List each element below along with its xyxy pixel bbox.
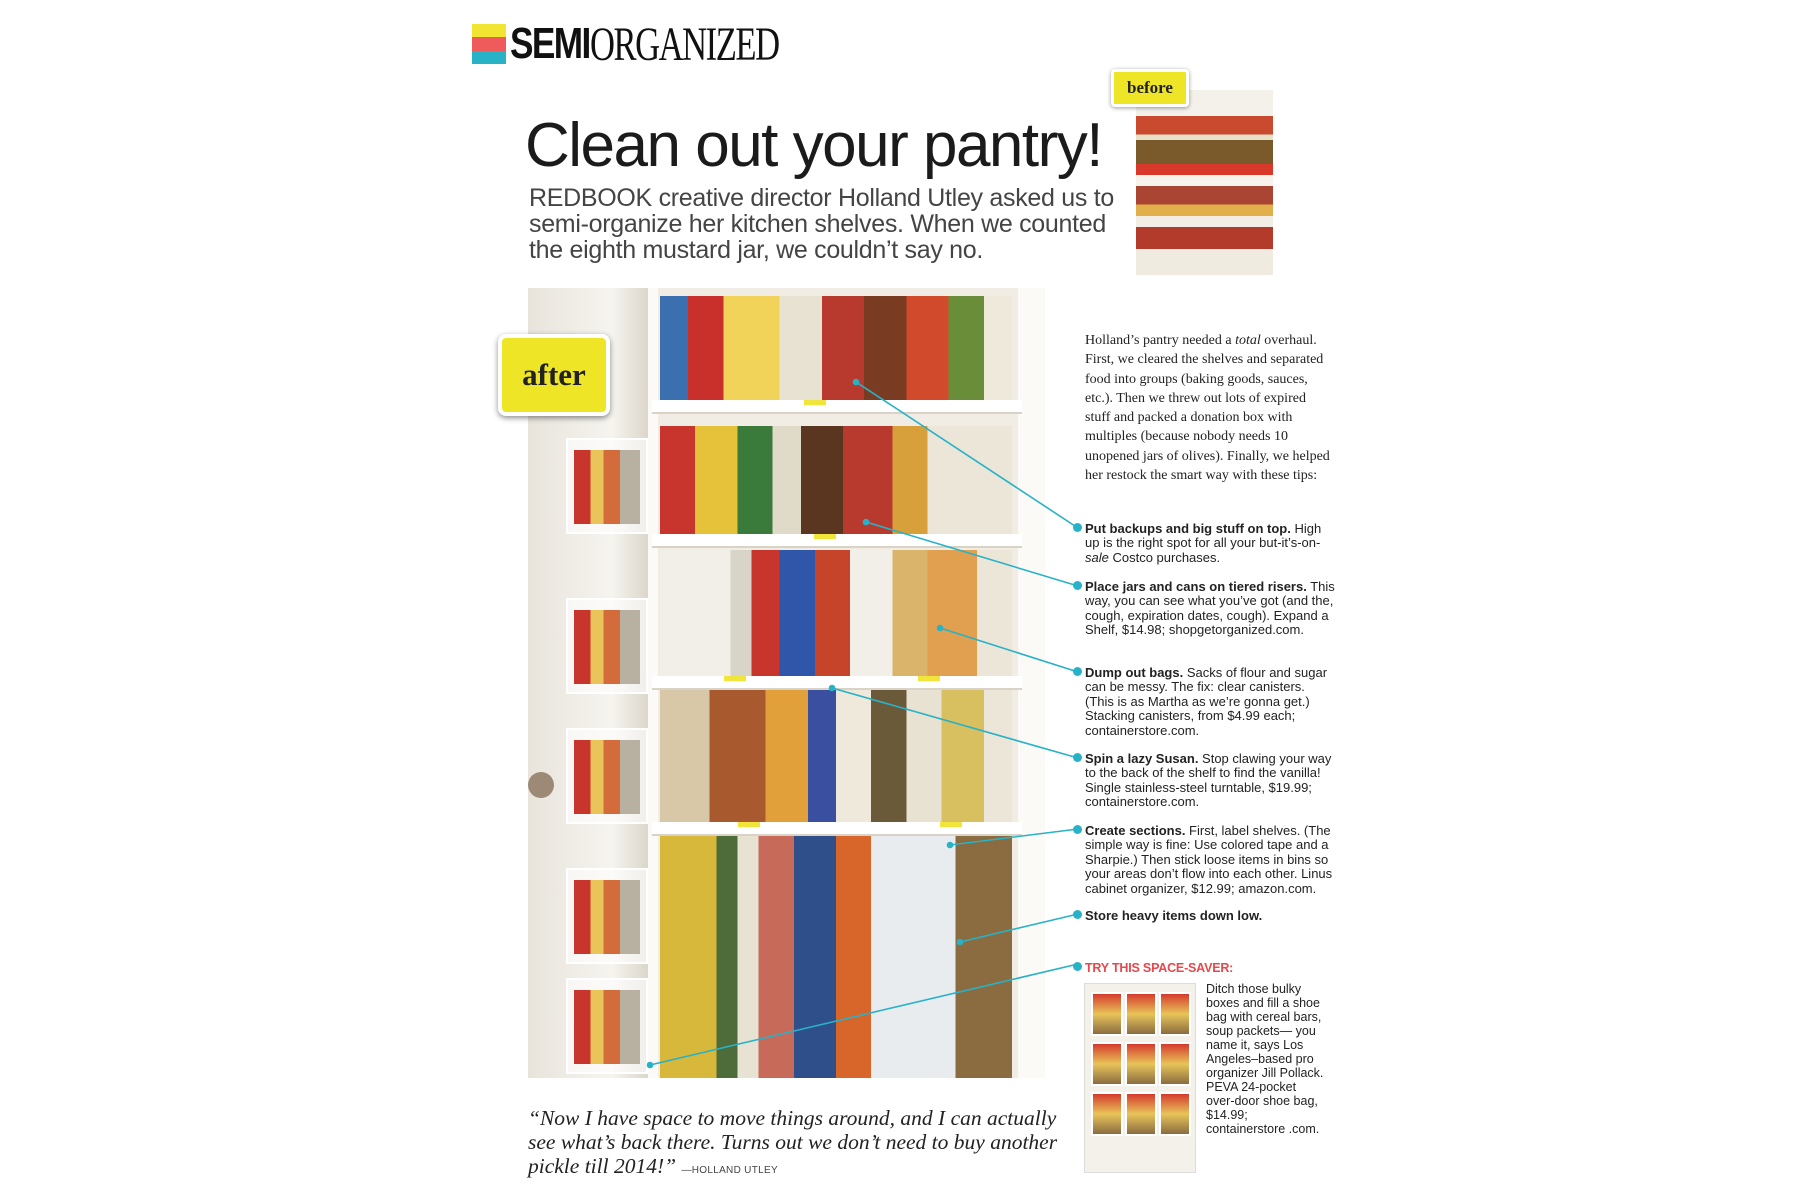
magazine-section-logo [472,17,852,71]
article-headline: Clean out your pantry! [525,111,1103,180]
intro-paragraph [1085,331,1330,485]
door-pocket [566,598,648,694]
tip-body: First, label shelves. (The simple way is fine: Use colored tape and a Sharpie.) Then stick loose items in bins so your areas don’t flow into each other. Linus cabinet organizer, $12.99; amazon.com. [1085,823,1333,896]
shoe-bag-pocket [1125,992,1157,1036]
tip-bullet-icon [1073,667,1082,676]
shelf-label-tape [804,400,826,405]
pantry-shelf [652,822,1022,836]
tip-title: Store heavy items down low. [1085,908,1263,923]
tip-body: Stop clawing your way to the back of the shelf to find the vanilla! Single stainless-steel turntable, $19.99; containerstore.com. [1085,751,1332,810]
door-pocket [566,728,648,824]
pantry-shelf [652,400,1022,414]
tip-body: This way, you can see what you’ve got (and the, cough, expiration dates, cough). Expand a Shelf, $14.98; shopgetorganized.com. [1085,579,1335,638]
tip-title: Place jars and cans on tiered risers. [1085,579,1307,594]
before-tag: before [1111,69,1189,107]
tip-bullet-icon [1073,962,1082,971]
shoe-bag-pocket [1091,1092,1123,1136]
intro-lead: Holland’s pantry needed a [1085,333,1236,348]
shoe-bag-pocket [1159,1042,1191,1086]
shelf-label-tape [738,822,760,827]
space-saver-text: Ditch those bulky boxes and fill a shoe bag with cereal bars, soup packets— you name it, says Los Angeles–based pro organizer Jill Pollack. PEVA 24-pocket over-door shoe bag, $14.99; containerstore .com. [1206,982,1324,1136]
pantry-shelf [652,534,1022,548]
door-pocket [566,438,648,534]
door-pocket [566,868,648,964]
tip-tiered-risers [1085,580,1335,638]
shoe-bag-pocket [1159,1092,1191,1136]
shelf-label-tape [814,534,836,539]
intro-rest: overhaul. First, we cleared the shelves and separated food into groups (baking goods, sauces, etc.). Then we threw out lots of expired stuff and packed a donation box with multiples (because nobody needs 10 unopened jars of olives). Finally, we helped her restock the smart way with these tips: [1085,333,1330,484]
pull-quote-attribution: —HOLLAND UTLEY [681,1165,778,1176]
shoe-bag-pocket [1125,1092,1157,1136]
tip-bullet-icon [1073,581,1082,590]
tip-bullet-icon [1073,825,1082,834]
shoe-bag-pocket [1159,992,1191,1036]
shelf-label-tape [724,676,746,681]
before-photo [1136,90,1273,275]
second-shelf-goods [660,426,1012,534]
tip-body: High up is the right spot for all your but-it’s-on- [1085,521,1322,551]
logo-text-semi: SEMI [510,19,590,68]
after-tag: after [498,334,610,416]
shoe-bag-photo [1084,983,1196,1173]
shoe-bag-pocket [1091,992,1123,1036]
article-dek: REDBOOK creative director Holland Utley asked us to semi-organize her kitchen shelves. When we counted the eighth mustard jar, we couldn’t say no. [529,184,1114,264]
shoe-bag-pocket [1091,1042,1123,1086]
tip-title: Spin a lazy Susan. [1085,751,1199,766]
tip-title: Create sections. [1085,823,1186,838]
top-shelf-goods [660,296,1012,401]
door-pocket [566,978,648,1074]
tip-body: Sacks of flour and sugar can be messy. The fix: clear canisters. (This is as Martha as we’re gonna get.) Stacking canisters, from $4.99 each; containerstore.com. [1085,665,1328,738]
tip-bullet-icon [1073,910,1082,919]
fourth-shelf-goods [660,690,1012,822]
tip-title: Dump out bags. [1085,665,1184,680]
shelf-label-tape [940,822,962,827]
tip-bullet-icon [1073,753,1082,762]
tip-body-emphasis: sale [1085,549,1109,565]
intro-emphasis: total [1235,333,1261,348]
tip-lazy-susan [1085,752,1335,810]
pantry-shelf [652,676,1022,690]
tip-dump-bags [1085,666,1335,738]
logo-text-organized: ORGANIZED [589,17,779,71]
tip-create-sections [1085,824,1335,896]
logo-color-block-icon [472,24,506,64]
tip-backups-top [1085,522,1335,565]
shelf-label-tape [918,676,940,681]
space-saver-heading: TRY THIS SPACE-SAVER: [1085,961,1234,975]
tip-heavy-items [1085,909,1335,923]
tip-title: Put backups and big stuff on top. [1085,521,1291,536]
shoe-bag-pocket [1125,1042,1157,1086]
third-shelf-goods [660,550,1012,676]
tip-body-end: Costco purchases. [1108,549,1221,565]
door-knob-icon [528,772,554,798]
tip-bullet-icon [1073,523,1082,532]
floor-shelf-goods [660,836,1012,1078]
pull-quote [528,1106,1058,1183]
pull-quote-text: “Now I have space to move things around, and I can actually see what’s back there. Turns out we don’t need to buy another pickle till 2014!” [528,1106,1058,1178]
